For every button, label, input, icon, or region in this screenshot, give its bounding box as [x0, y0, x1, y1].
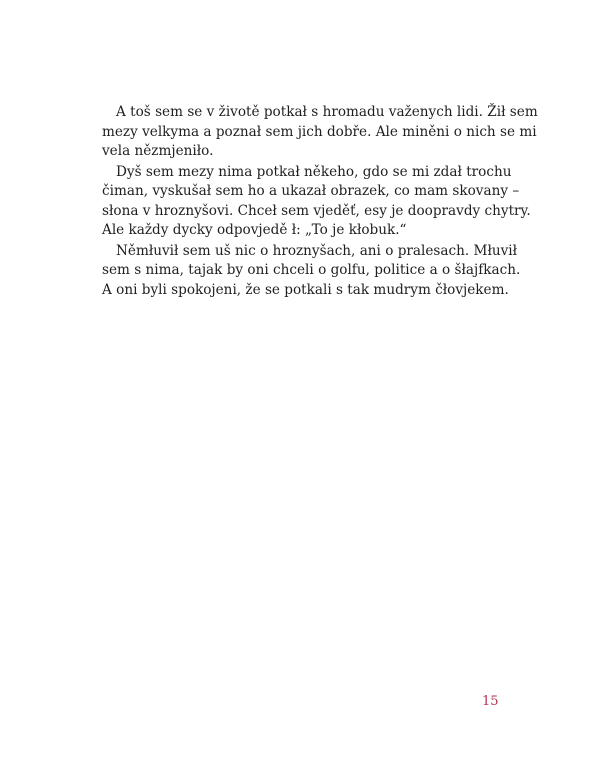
text-line: mezy velkyma a poznał sem jich dobře. Ale miněni o nich se mi: [102, 123, 537, 140]
body-text: [102, 103, 538, 300]
text-line: Ale každy dycky odpovjedě ł: „To je kłobuk.“: [102, 222, 407, 238]
text-line: Němłuvił sem uš nic o hroznyšach, ani o pralesach. Młuvił: [116, 242, 518, 259]
text-line: A oni byli spokojeni, že se potkali s tak mudrym čłovjekem.: [102, 281, 509, 298]
text-line: A toš sem se v životě potkał s hromadu važenych lidi. Žił sem: [116, 104, 538, 120]
page-number: 15: [482, 694, 499, 709]
paragraph-3: [102, 242, 521, 301]
text-line: vela nězmjeniło.: [102, 143, 214, 159]
paragraph-2: [102, 163, 531, 241]
text-line: sem s nima, tajak by oni chceli o golfu, politice a o šłajfkach.: [102, 262, 521, 278]
text-line: Dyš sem mezy nima potkał někeho, gdo se mi zdał trochu: [116, 163, 512, 180]
text-line: słona v hroznyšovi. Chceł sem vjeděť, esy je doopravdy chytry.: [102, 202, 531, 219]
text-line: čiman, vyskušał sem ho a ukazał obrazek, co mam skovany –: [102, 183, 520, 199]
paragraph-1: [102, 103, 538, 162]
